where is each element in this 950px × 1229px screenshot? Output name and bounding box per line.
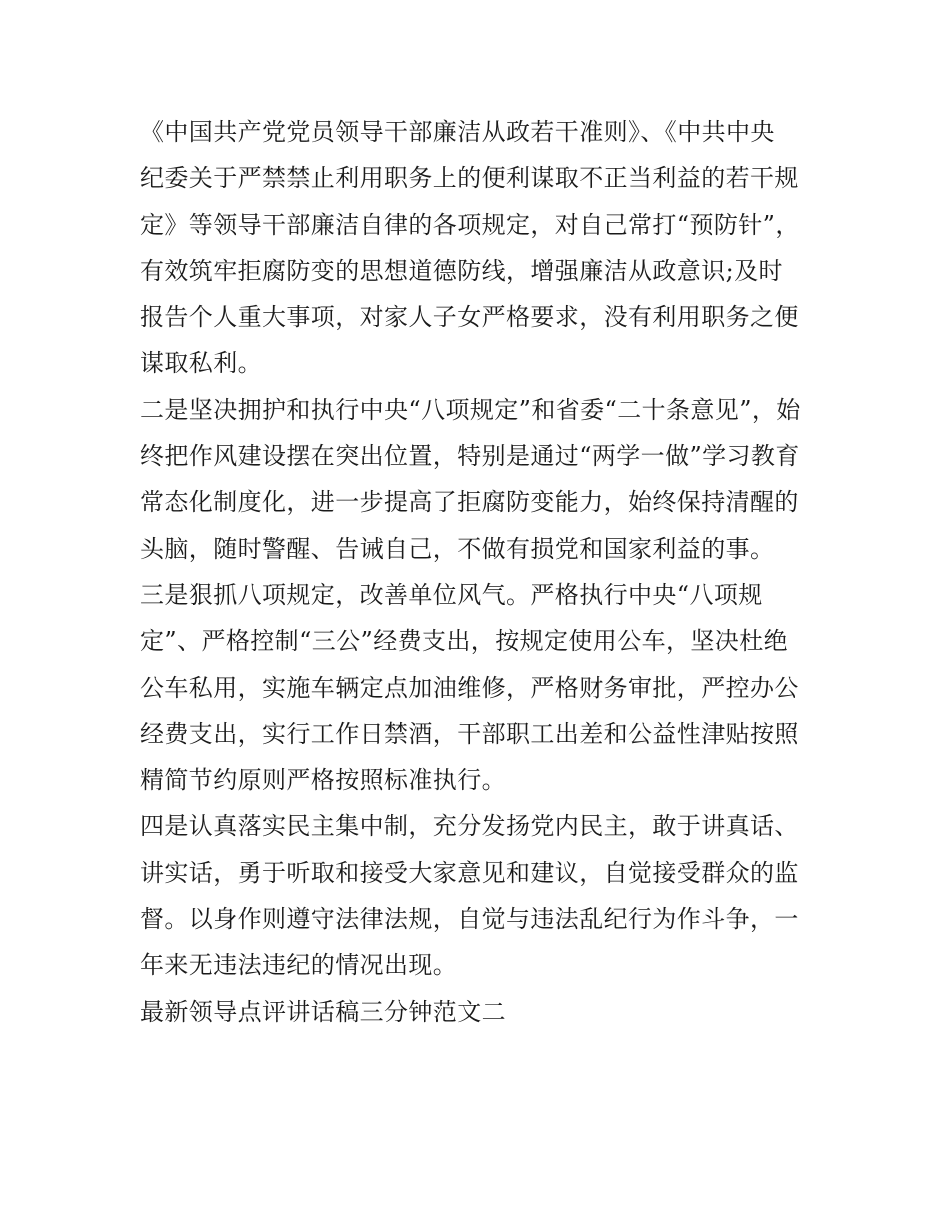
paragraph-four: 四是认真落实民主集中制，充分发扬党内民主，敢于讲真话、 讲实话，勇于听取和接受大家意见和建议，自觉接受群众的监 督。以身作则遵守法律法规，自觉与违法乱纪行为作斗争，一 年来无违法违纪的情况出现。	[140, 812, 799, 980]
section-heading: 最新领导点评讲话稿三分钟范文二	[140, 997, 506, 1026]
paragraph-two: 二是坚决拥护和执行中央“八项规定”和省委“二十条意见”，始 终把作风建设摆在突出位置，特别是通过“两学一做”学习教育 常态化制度化，进一步提高了拒腐防变能力，始终保持清醒的 头脑，随时警醒、告诫自己，不做有损党和国家利益的事。	[140, 395, 801, 563]
paragraph-intro: 《中国共产党党员领导干部廉洁从政若干准则》、《中共中央 纪委关于严禁禁止利用职务上的便利谋取不正当利益的若干规 定》等领导干部廉洁自律的各项规定，对自己常打“预防针”， 有效筑牢拒腐防变的思想道德防线，增强廉洁从政意识;及时 报告个人重大事项，对家人子女严格要求，没有利用职务之便 谋取私利。	[140, 118, 800, 378]
document-body	[140, 109, 812, 1035]
paragraph-three: 三是狠抓八项规定，改善单位风气。严格执行中央“八项规 定”、严格控制“三公”经费支出，按规定使用公车，坚决杜绝 公车私用，实施车辆定点加油维修，严格财务审批，严控办公 经费支出，实行工作日禁酒，干部职工出差和公益性津贴按照 精简节约原则严格按照标准执行。	[140, 580, 799, 795]
